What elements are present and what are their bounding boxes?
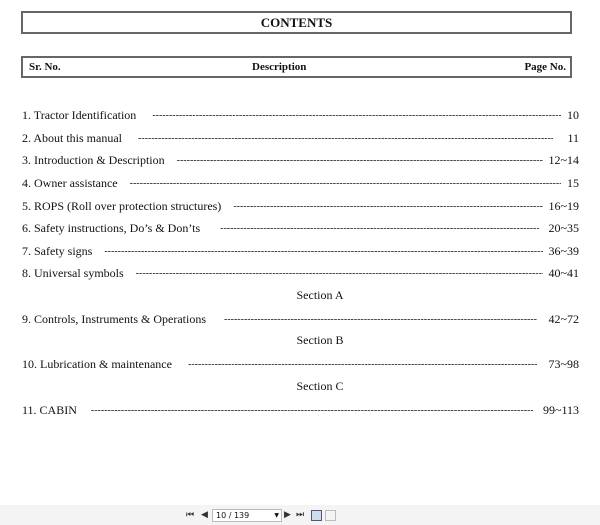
header-page-no: Page No.: [524, 61, 566, 73]
leader-dots: [220, 223, 538, 234]
table-header: [21, 56, 572, 78]
leader-dots: [152, 110, 561, 121]
toc-row: 6. Safety instructions, Do’s & Don’ts ----- 20~35: [22, 220, 579, 236]
toc-row: 4. Owner assistance ----- 15: [22, 175, 579, 191]
leader-dots: [188, 359, 537, 370]
leader-dots: [104, 246, 542, 257]
toc-row: 10. Lubrication & maintenance ----- 73~98: [22, 356, 579, 372]
leader-dots: [224, 314, 537, 325]
chevron-down-icon: ▼: [274, 512, 279, 519]
toc-row: 11. CABIN ----- 99~113: [22, 402, 579, 418]
toc-row: 3. Introduction & Description ----- 12~14: [22, 152, 579, 168]
section-heading: Section C: [296, 379, 344, 393]
section-heading: Section A: [296, 288, 344, 302]
header-sr-no: Sr. No.: [29, 61, 61, 73]
page-navigation-toolbar: [0, 505, 600, 525]
contents-title: CONTENTS: [21, 11, 572, 34]
last-page-button[interactable]: ⏭: [296, 510, 305, 520]
copy-icon[interactable]: [311, 510, 322, 521]
previous-page-button[interactable]: ◀: [201, 510, 208, 520]
toc-row: 9. Controls, Instruments & Operations ----- 42~72: [22, 311, 579, 327]
leader-dots: [138, 133, 553, 144]
leader-dots: [136, 268, 543, 279]
leader-dots: [177, 155, 543, 166]
next-page-button[interactable]: ▶: [284, 510, 291, 520]
page-number-select[interactable]: 10 / 139 ▼: [212, 509, 282, 522]
toc-row: 2. About this manual ----- 11: [22, 130, 579, 146]
paste-icon[interactable]: [325, 510, 336, 521]
header-description: Description: [252, 61, 307, 73]
toc-row: 1. Tractor Identification ----- 10: [22, 107, 579, 123]
first-page-button[interactable]: ⏮: [186, 510, 195, 520]
toc-row: 5. ROPS (Roll over protection structures) ----- 16~19: [22, 198, 579, 214]
toc-row: 8. Universal symbols ----- 40~41: [22, 265, 579, 281]
toc-row: 7. Safety signs ----- 36~39: [22, 243, 579, 259]
section-heading: Section B: [296, 333, 344, 347]
leader-dots: [91, 405, 533, 416]
leader-dots: [130, 178, 561, 189]
leader-dots: [233, 201, 542, 212]
